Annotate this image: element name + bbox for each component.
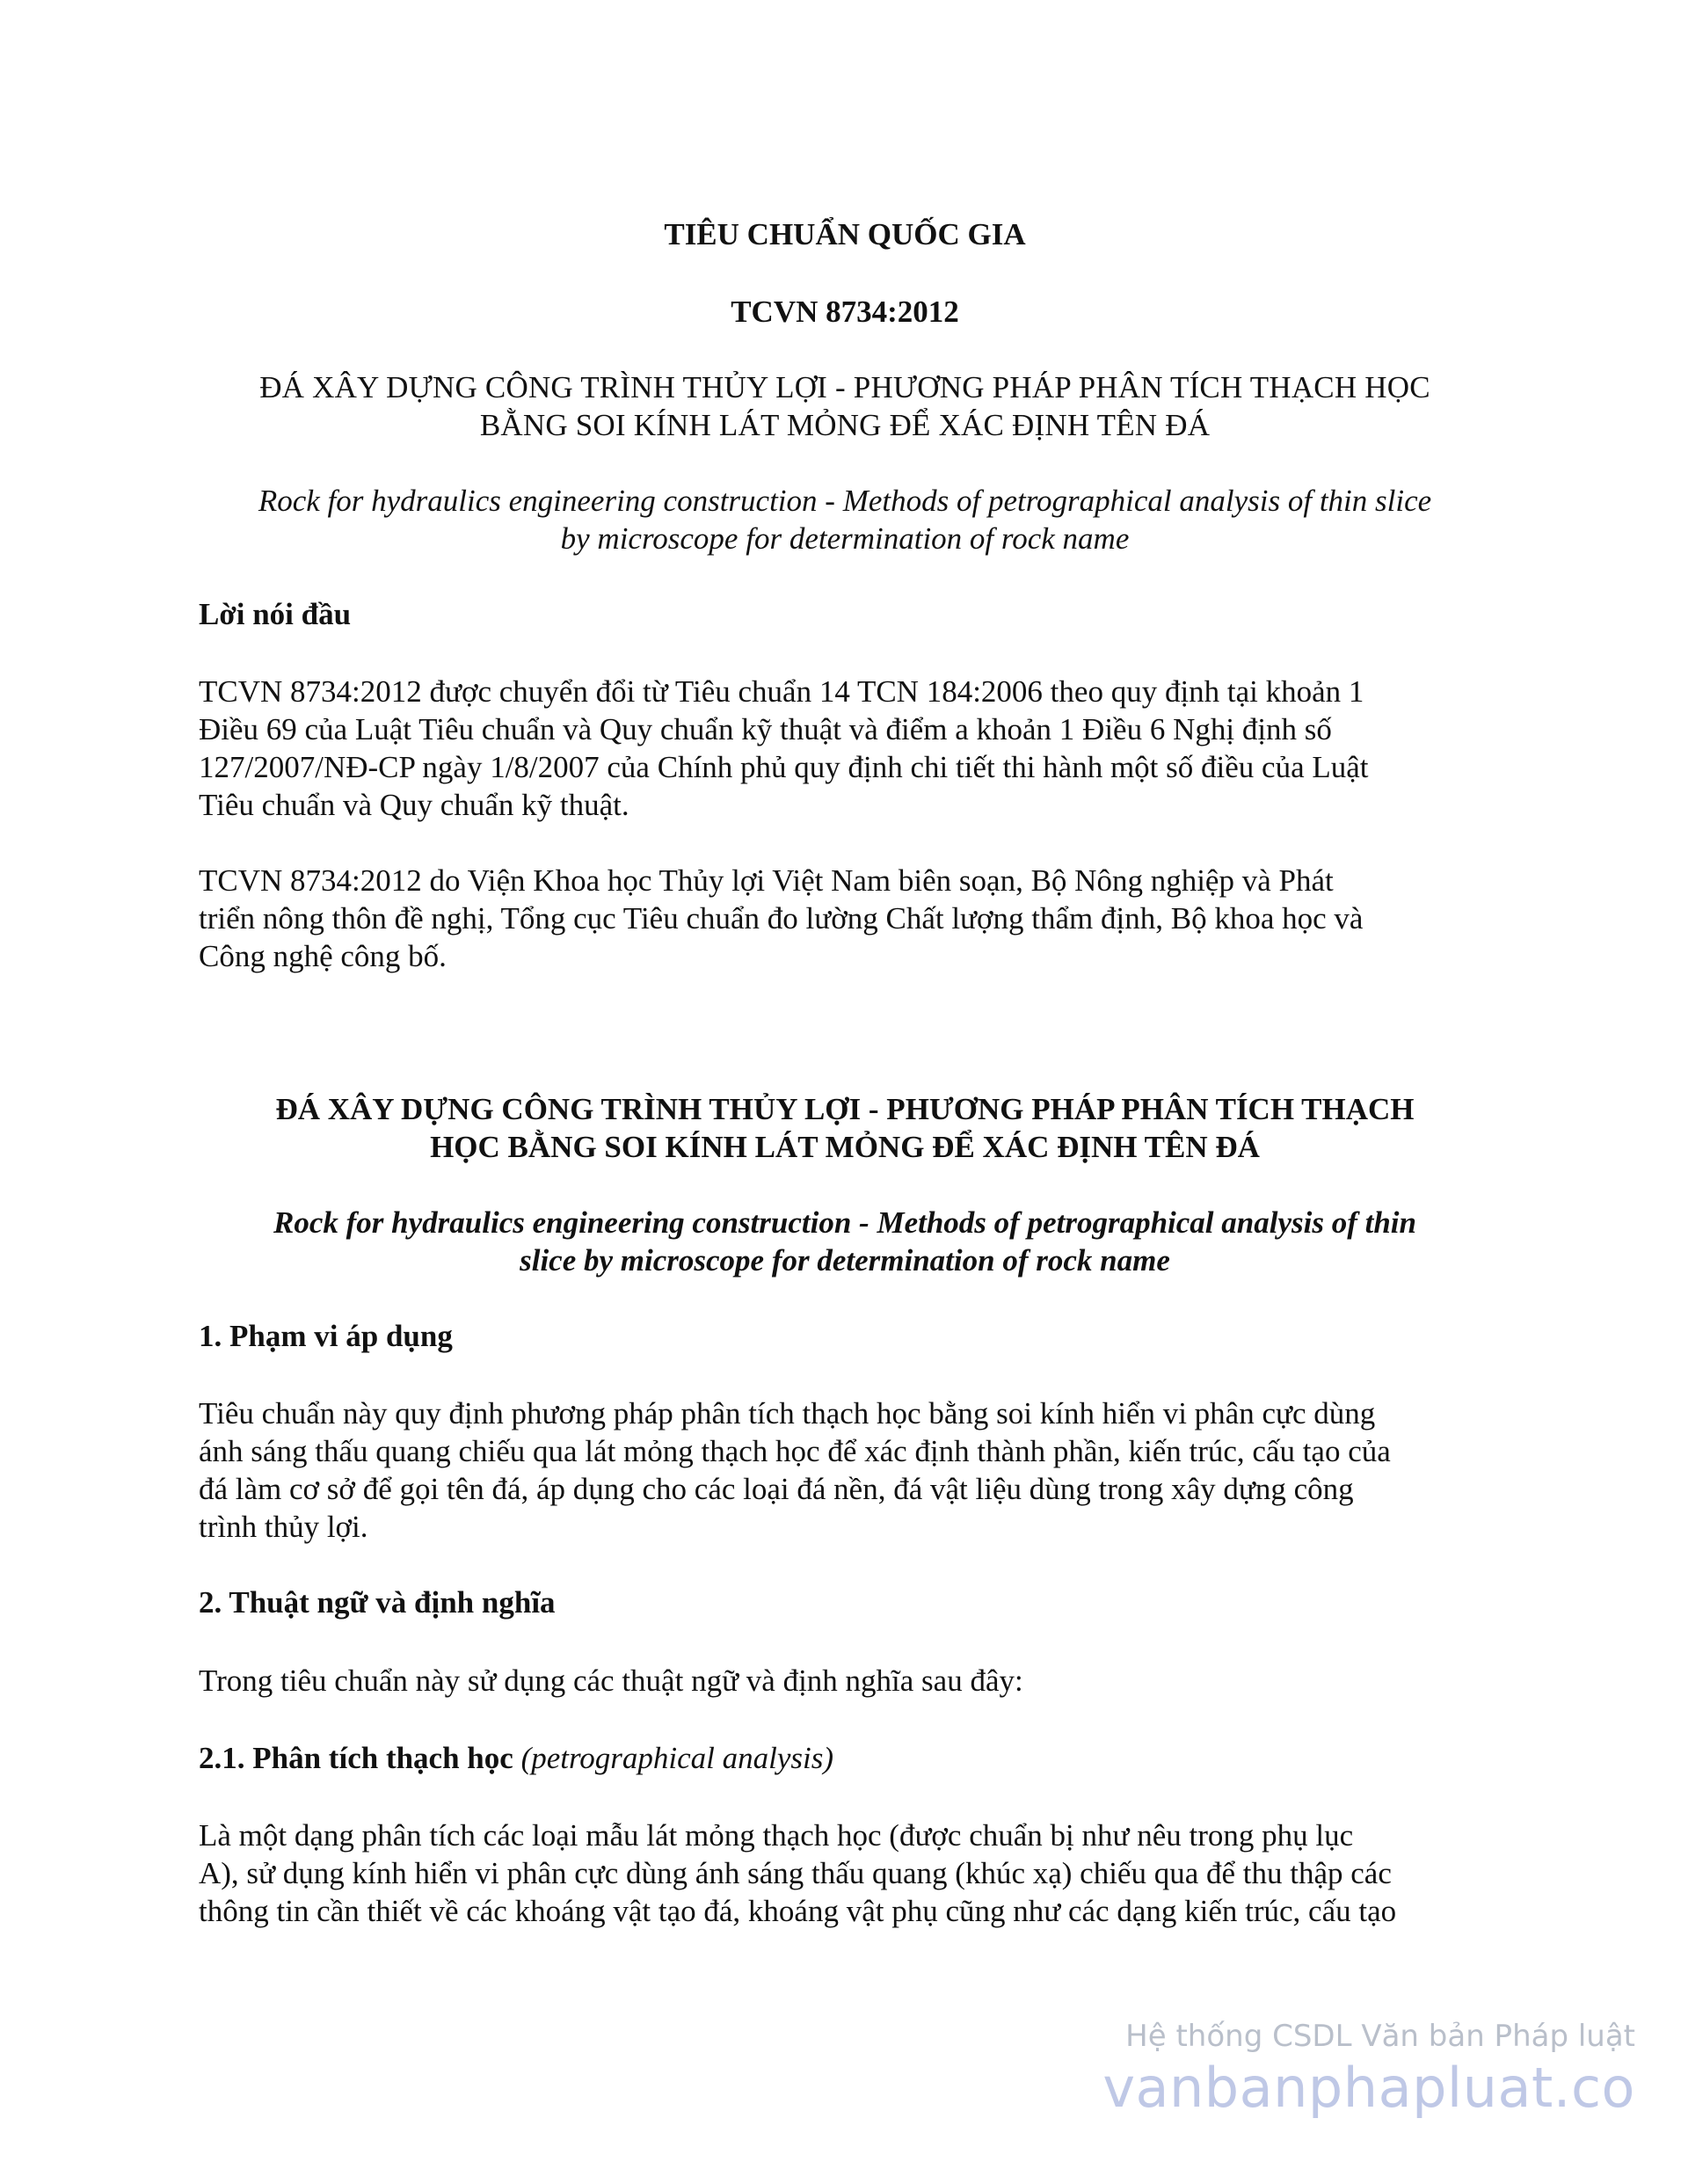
document-title-vi-line: BẰNG SOI KÍNH LÁT MỎNG ĐỂ XÁC ĐỊNH TÊN ĐÁ	[479, 408, 1211, 442]
document-title-vi	[199, 368, 1491, 444]
watermark-site: vanbanphapluat.co	[1102, 2056, 1635, 2120]
text-line: TCVN 8734:2012 được chuyển đổi từ Tiêu chuẩn 14 TCN 184:2006 theo quy định tại khoản 1	[199, 674, 1364, 709]
text-line: thông tin cần thiết về các khoáng vật tạo đá, khoáng vật phụ cũng như các dạng kiến trúc, cấu tạo	[199, 1894, 1397, 1928]
foreword-heading: Lời nói đầu	[199, 597, 352, 631]
document-title-en-line: by microscope for determination of rock name	[560, 521, 1130, 556]
term-2-1-title: 2.1. Phân tích thạch học	[199, 1741, 513, 1775]
text-line: Tiêu chuẩn này quy định phương pháp phân tích thạch học bằng soi kính hiển vi phân cực dùng	[199, 1396, 1376, 1431]
document-title-en-line: Rock for hydraulics engineering construction - Methods of petrographical analysis of thin slice	[258, 484, 1432, 518]
document-title-vi-line: ĐÁ XÂY DỰNG CÔNG TRÌNH THỦY LỢI - PHƯƠNG PHÁP PHÂN TÍCH THẠCH HỌC	[259, 370, 1430, 404]
text-line: 127/2007/NĐ-CP ngày 1/8/2007 của Chính phủ quy định chi tiết thi hành một số điều của Luật	[199, 750, 1369, 784]
text-line: Là một dạng phân tích các loại mẫu lát mỏng thạch học (được chuẩn bị như nêu trong phụ lục	[199, 1818, 1354, 1853]
main-title-en-line: Rock for hydraulics engineering construction - Methods of petrographical analysis of thin	[273, 1205, 1416, 1240]
text-line: Công nghệ công bố.	[199, 939, 447, 973]
text-line: ánh sáng thấu quang chiếu qua lát mỏng thạch học để xác định thành phần, kiến trúc, cấu tạo của	[199, 1434, 1391, 1468]
main-title-vi	[199, 1090, 1491, 1166]
section-1-heading: 1. Phạm vi áp dụng	[199, 1319, 453, 1353]
text-line: triển nông thôn đề nghị, Tổng cục Tiêu chuẩn đo lường Chất lượng thẩm định, Bộ khoa học và	[199, 901, 1364, 935]
foreword-paragraph	[199, 673, 1491, 824]
term-2-1-title-en: (petrographical analysis)	[520, 1741, 834, 1775]
text-line: TCVN 8734:2012 do Viện Khoa học Thủy lợi Việt Nam biên soạn, Bộ Nông nghiệp và Phát	[199, 863, 1334, 898]
text-line: A), sử dụng kính hiển vi phân cực dùng ánh sáng thấu quang (khúc xạ) chiếu qua để thu thập các	[199, 1856, 1392, 1890]
standard-code: TCVN 8734:2012	[731, 295, 959, 329]
section-1-paragraph	[199, 1394, 1491, 1546]
watermark-caption: Hệ thống CSDL Văn bản Pháp luật	[1125, 2019, 1635, 2054]
term-2-1-paragraph	[199, 1816, 1491, 1930]
text-line: Tiêu chuẩn và Quy chuẩn kỹ thuật.	[199, 788, 629, 822]
term-2-1-heading	[199, 1739, 1491, 1777]
main-title-vi-line: ĐÁ XÂY DỰNG CÔNG TRÌNH THỦY LỢI - PHƯƠNG PHÁP PHÂN TÍCH THẠCH	[275, 1092, 1415, 1126]
text-line: đá làm cơ sở để gọi tên đá, áp dụng cho các loại đá nền, đá vật liệu dùng trong xây dựng công	[199, 1472, 1354, 1506]
foreword-paragraph	[199, 862, 1491, 975]
text-line: Điều 69 của Luật Tiêu chuẩn và Quy chuẩn kỹ thuật và điểm a khoản 1 Điều 6 Nghị định số	[199, 712, 1332, 746]
main-title-vi-line: HỌC BẰNG SOI KÍNH LÁT MỎNG ĐỂ XÁC ĐỊNH TÊN ĐÁ	[430, 1130, 1260, 1164]
document-title-en	[199, 482, 1491, 557]
text-line: trình thủy lợi.	[199, 1510, 368, 1544]
main-title-en	[199, 1204, 1491, 1279]
national-standard-label: TIÊU CHUẨN QUỐC GIA	[664, 217, 1026, 251]
section-2-paragraph: Trong tiêu chuẩn này sử dụng các thuật ngữ và định nghĩa sau đây:	[199, 1663, 1023, 1698]
main-title-en-line: slice by microscope for determination of rock name	[520, 1243, 1170, 1278]
section-2-heading: 2. Thuật ngữ và định nghĩa	[199, 1585, 556, 1620]
